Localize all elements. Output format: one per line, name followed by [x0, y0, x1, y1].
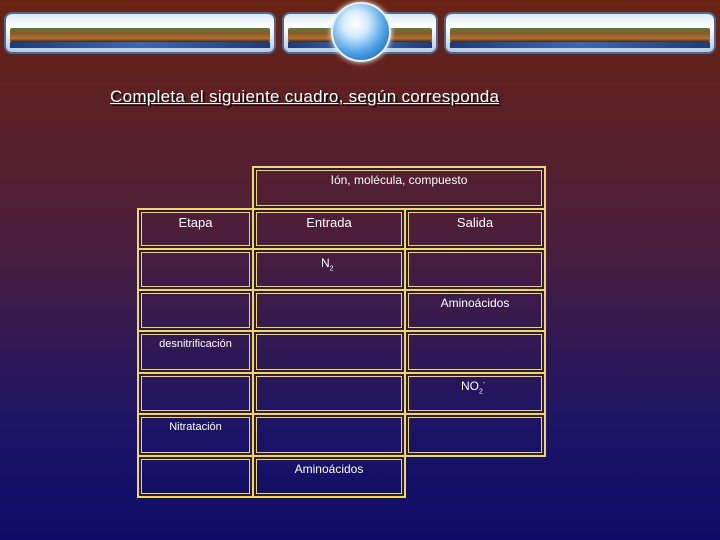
entrada-row6: Aminoácidos: [294, 462, 364, 476]
banner-right: [444, 12, 716, 54]
table-row: [137, 413, 254, 457]
table-row: [137, 289, 254, 332]
page-title: Completa el siguiente cuadro, según corresponda: [110, 87, 500, 106]
entrada-row1: $N_2$: [321, 256, 334, 273]
table-row: [252, 372, 406, 415]
table-row: [137, 330, 254, 374]
etapa-row5: Nitratación: [169, 421, 222, 433]
column-header-entrada: Entrada: [306, 215, 352, 230]
globe-icon: [331, 2, 391, 62]
column-header-salida: Salida: [456, 215, 494, 230]
table-row: [137, 455, 254, 498]
table-row: [137, 248, 254, 291]
table-row: [137, 372, 254, 415]
table-row: [404, 248, 546, 291]
header-group-label: Ión, molécula, compuesto: [330, 173, 468, 187]
table-row: [252, 413, 406, 457]
salida-row4: $NO_2^-$: [461, 379, 486, 396]
table-row: [404, 413, 546, 457]
table-row: [252, 330, 406, 374]
table-row: [252, 289, 406, 332]
table-row: [404, 330, 546, 374]
column-header-etapa: Etapa: [178, 215, 213, 230]
banner-left: [4, 12, 276, 54]
salida-row2: Aminoácidos: [440, 296, 510, 310]
etapa-row3: desnitrificación: [159, 338, 232, 350]
